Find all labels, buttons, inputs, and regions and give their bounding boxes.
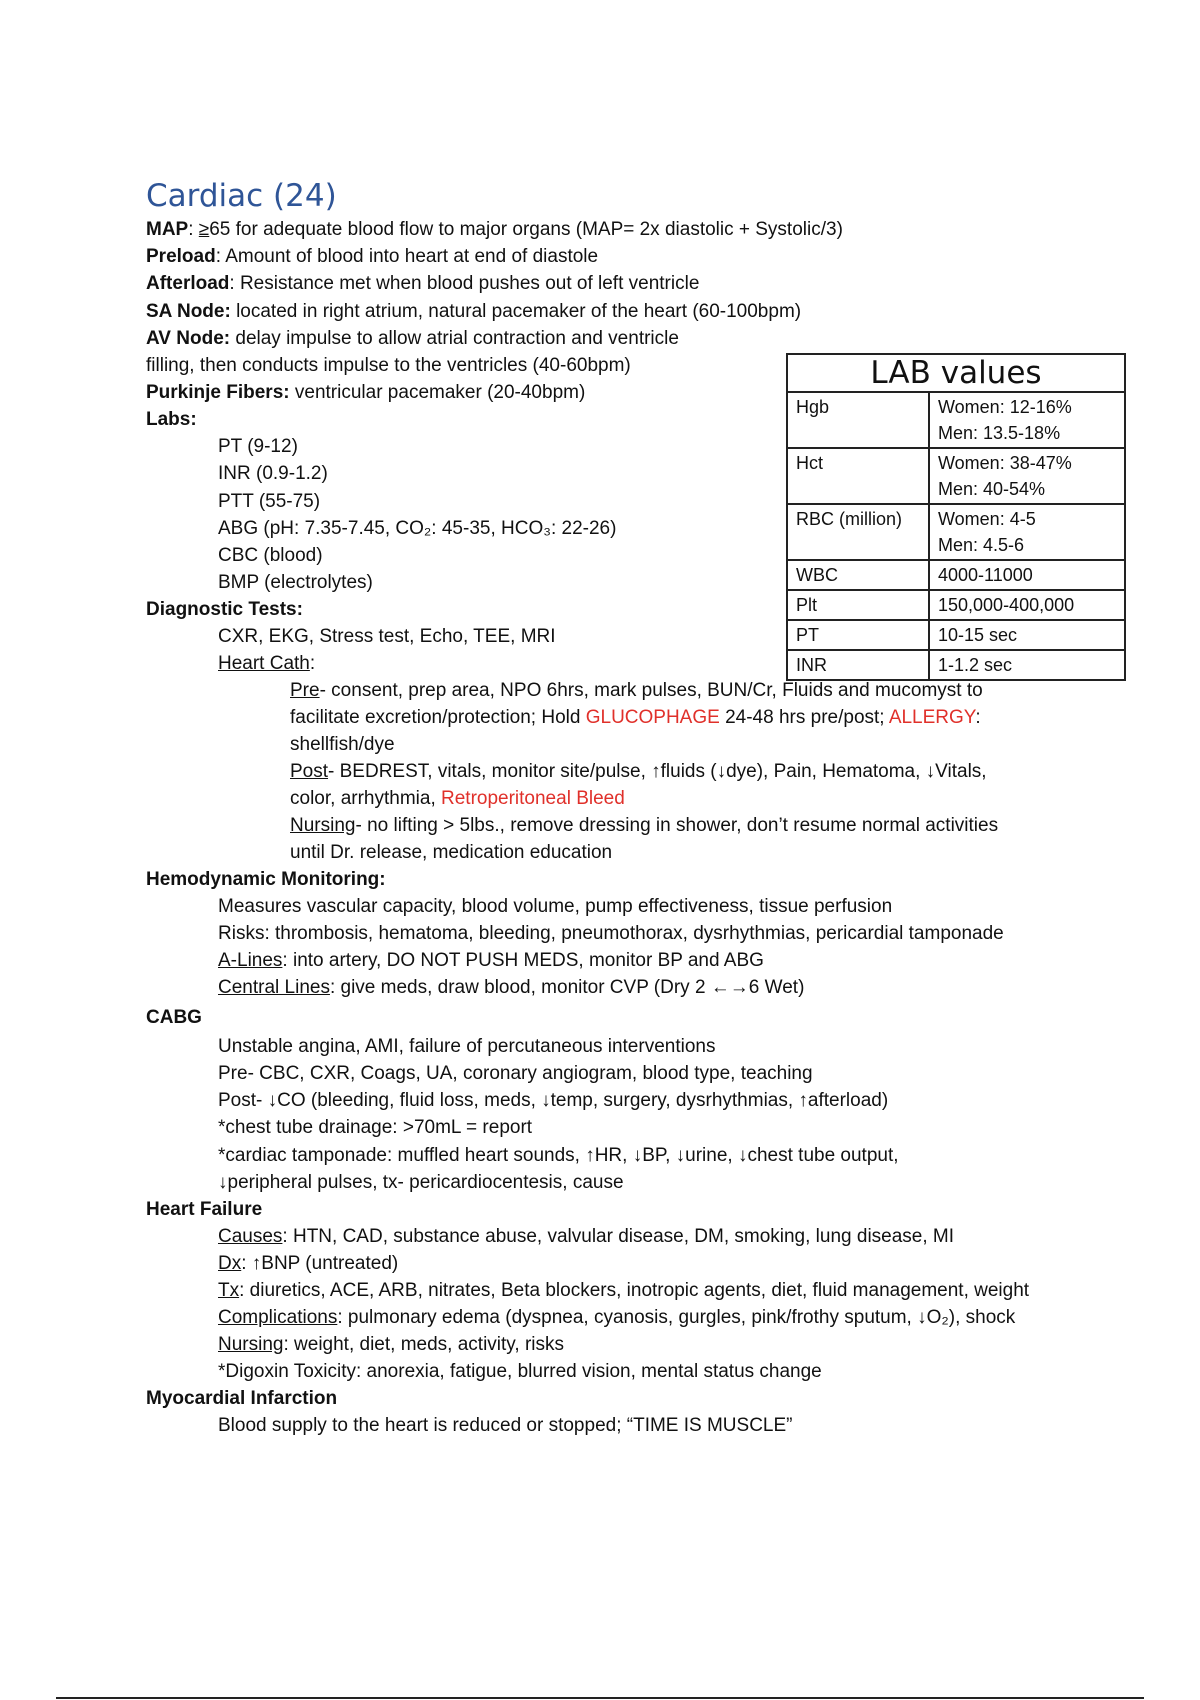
lab-item: INR (0.9-1.2): [218, 463, 328, 484]
lab-values-table: [786, 353, 1126, 681]
purkinje-line: Purkinje Fibers: ventricular pacemaker (20-40bpm): [146, 382, 586, 403]
cath-post-line-2: color, arrhythmia, Retroperitoneal Bleed: [290, 788, 625, 809]
cath-nursing-line: Nursing- no lifting > 5lbs., remove dressing in shower, don’t resume normal activities: [290, 815, 999, 836]
table-row: RBC (million) Women: 4-5 Men: 4.5-6: [787, 504, 1125, 560]
glucophage-warning: GLUCOPHAGE: [585, 707, 720, 728]
cabg-line: *chest tube drainage: >70mL = report: [218, 1117, 533, 1138]
table-row: Hct Women: 38-47% Men: 40-54%: [787, 448, 1125, 504]
cabg-line: ↓peripheral pulses, tx- pericardiocentesis, cause: [218, 1172, 624, 1193]
av-node-line-2: filling, then conducts impulse to the ventricles (40-60bpm): [146, 355, 631, 376]
cabg-heading: CABG: [146, 1007, 202, 1028]
allergy-warning: ALLERGY: [888, 707, 976, 728]
hemo-risks: Risks: thrombosis, hematoma, bleeding, pneumothorax, dysrhythmias, pericardial tamponade: [218, 923, 1004, 944]
hf-tx-line: Tx: diuretics, ACE, ARB, nitrates, Beta blockers, inotropic agents, diet, fluid management, weight: [218, 1280, 1030, 1301]
heart-failure-heading: Heart Failure: [146, 1199, 263, 1220]
diagnostic-tests-list: CXR, EKG, Stress test, Echo, TEE, MRI: [218, 626, 556, 647]
table-row: INR 1-1.2 sec: [787, 650, 1125, 680]
av-node-line: AV Node: delay impulse to allow atrial contraction and ventricle: [146, 328, 679, 349]
cath-pre-line-2: facilitate excretion/protection; Hold GLUCOPHAGE 24-48 hrs pre/post; ALLERGY:: [290, 707, 981, 728]
cath-post-line: Post- BEDREST, vitals, monitor site/pulse, ↑fluids (↓dye), Pain, Hematoma, ↓Vitals,: [290, 761, 987, 782]
mi-heading: Myocardial Infarction: [146, 1388, 338, 1409]
lab-item: BMP (electrolytes): [218, 572, 373, 593]
hf-causes-line: Causes: HTN, CAD, substance abuse, valvular disease, DM, smoking, lung disease, MI: [218, 1226, 955, 1247]
lab-item: CBC (blood): [218, 545, 323, 566]
lab-table-header: LAB values: [787, 354, 1125, 392]
mi-line: Blood supply to the heart is reduced or stopped; “TIME IS MUSCLE”: [218, 1415, 793, 1436]
table-row: Hgb Women: 12-16% Men: 13.5-18%: [787, 392, 1125, 448]
bleed-warning: Retroperitoneal Bleed: [441, 788, 625, 809]
map-line: MAP: ≥65 for adequate blood flow to major organs (MAP= 2x diastolic + Systolic/3): [146, 219, 843, 240]
preload-line: Preload: Amount of blood into heart at end of diastole: [146, 246, 599, 267]
labs-heading: Labs:: [146, 409, 197, 430]
table-row: WBC 4000-11000: [787, 560, 1125, 590]
cath-pre-line: Pre- consent, prep area, NPO 6hrs, mark pulses, BUN/Cr, Fluids and mucomyst to: [290, 680, 983, 701]
lab-item: PT (9-12): [218, 436, 298, 457]
hf-complications-line: Complications: pulmonary edema (dyspnea, cyanosis, gurgles, pink/frothy sputum, ↓O₂), shock: [218, 1307, 1016, 1328]
digoxin-line: *Digoxin Toxicity: anorexia, fatigue, blurred vision, mental status change: [218, 1361, 822, 1382]
cabg-line: *cardiac tamponade: muffled heart sounds, ↑HR, ↓BP, ↓urine, ↓chest tube output,: [218, 1145, 899, 1166]
cabg-line: Post- ↓CO (bleeding, fluid loss, meds, ↓temp, surgery, dysrhythmias, ↑afterload): [218, 1090, 889, 1111]
cabg-line: Unstable angina, AMI, failure of percutaneous interventions: [218, 1036, 716, 1057]
sa-node-line: SA Node: located in right atrium, natural pacemaker of the heart (60-100bpm): [146, 301, 802, 322]
table-row: Plt 150,000-400,000: [787, 590, 1125, 620]
hemo-measures: Measures vascular capacity, blood volume, pump effectiveness, tissue perfusion: [218, 896, 893, 917]
table-row: PT 10-15 sec: [787, 620, 1125, 650]
cath-pre-line-3: shellfish/dye: [290, 734, 395, 755]
lab-item: PTT (55-75): [218, 491, 321, 512]
afterload-line: Afterload: Resistance met when blood pushes out of left ventricle: [146, 273, 700, 294]
hemodynamic-heading: Hemodynamic Monitoring:: [146, 869, 386, 890]
lab-item: ABG (pH: 7.35-7.45, CO₂: 45-35, HCO₃: 22-26): [218, 518, 617, 539]
cath-nursing-line-2: until Dr. release, medication education: [290, 842, 613, 863]
cabg-line: Pre- CBC, CXR, Coags, UA, coronary angiogram, blood type, teaching: [218, 1063, 813, 1084]
hf-nursing-line: Nursing: weight, diet, meds, activity, risks: [218, 1334, 564, 1355]
heart-cath-heading: Heart Cath:: [218, 653, 316, 674]
hf-dx-line: Dx: ↑BNP (untreated): [218, 1253, 399, 1274]
page-title: Cardiac (24): [146, 178, 337, 214]
a-lines-line: A-Lines: into artery, DO NOT PUSH MEDS, monitor BP and ABG: [218, 950, 764, 971]
footer-divider: [56, 1697, 1144, 1699]
central-lines-line: Central Lines: give meds, draw blood, monitor CVP (Dry 2 ←→6 Wet): [218, 977, 805, 998]
diagnostic-tests-heading: Diagnostic Tests:: [146, 599, 303, 620]
